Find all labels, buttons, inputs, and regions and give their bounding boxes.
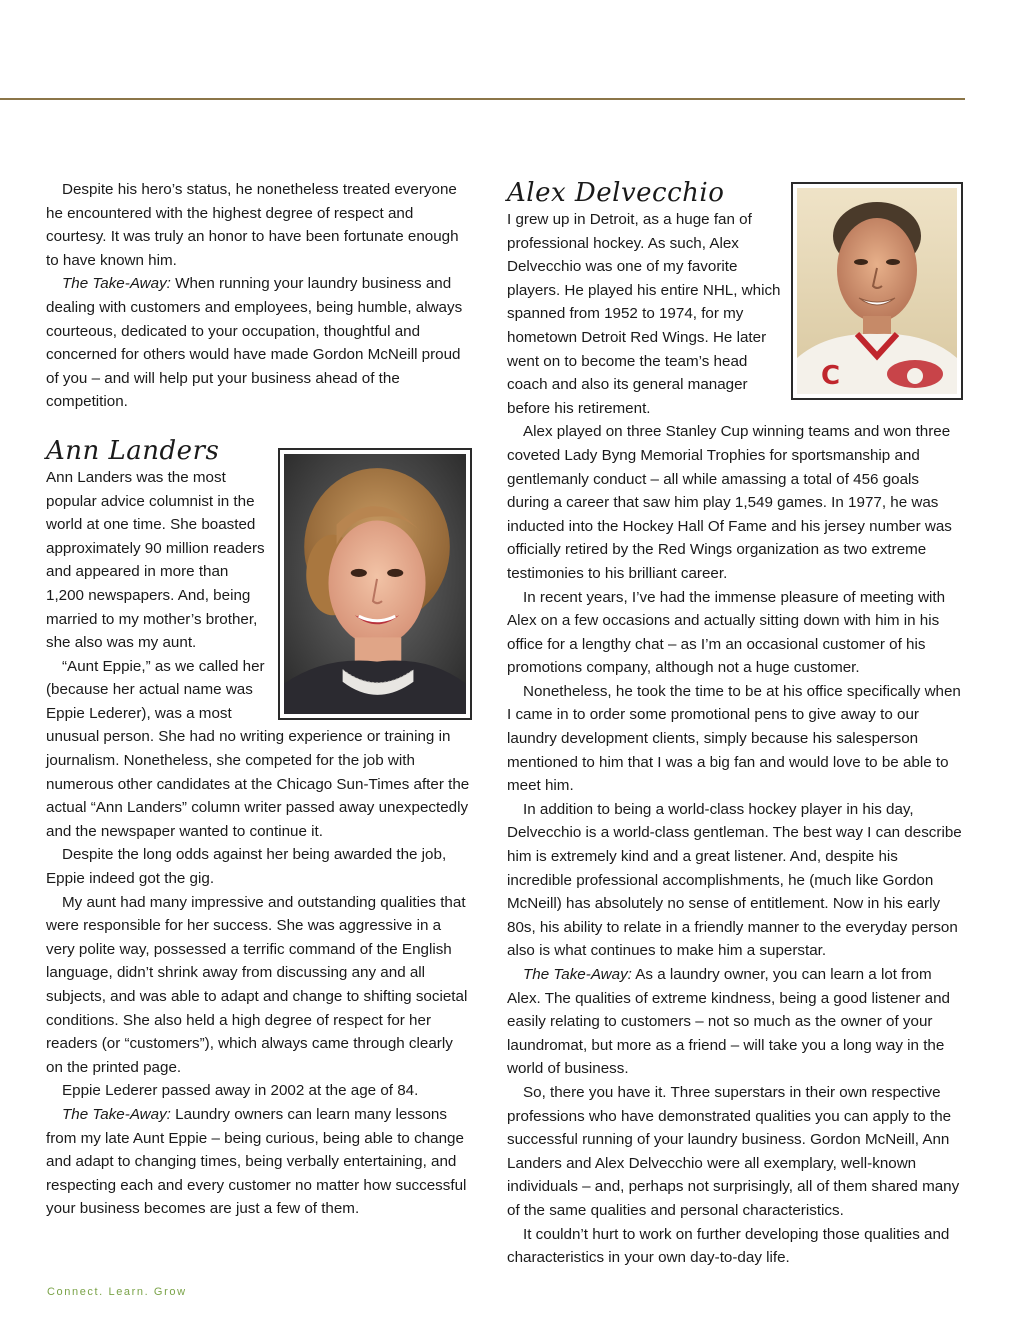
ann-paragraph-4: My aunt had many impressive and outstanding qualities that were responsible for her success. She was aggressive in a very polite way, possessed a terrific command of the English language, didn’t shrink away from discussing any and all subjects, and was able to adapt and change to shifting societal conditions. She also held a high degree of respect for her readers (or “customers”), which always came through clearly on the printed page. [46, 893, 468, 1076]
left-column [46, 178, 472, 1221]
takeaway-text: Laundry owners can learn many lessons from my late Aunt Eppie – being curious, being able to change and adapt to changing times, being verbally entertaining, and respecting each and every customer no matter how successful your business becomes are just a few of them. [46, 1105, 467, 1218]
takeaway-text: When running your laundry business and dealing with customers and employees, being humble, always courteous, dedicated to your occupation, thoughtful and concerned for others would have made Gordon McNeill proud of you – and will help put your business ahead of the competition. [46, 275, 463, 411]
takeaway-label: The Take-Away: [62, 1105, 171, 1123]
takeaway-label: The Take-Away: [62, 275, 171, 293]
ann-paragraph-1: Ann Landers was the most popular advice columnist in the world at one time. She boasted approximately 90 million readers and appeared in more than 1,200 newspapers. And, being married to my mother’s brother, she also was my aunt. [46, 468, 265, 652]
conclusion-paragraph-1: So, there you have it. Three superstars in their own respective professions who have demonstrated qualities you can apply to the successful running of your laundry business. Gordon McNeill, Ann Landers and Alex Delvecchio were all exemplary, well-known individuals – and, perhaps not surprisingly, all of them shared many of the same qualities and personal characteristics. [507, 1083, 960, 1219]
svg-text:C: C [821, 361, 841, 391]
alex-paragraph-5: In addition to being a world-class hockey player in his day, Delvecchio is a world-class gentleman. The best way I can describe him is extremely kind and a great listener. And, despite his incredible professional accomplishments, he (much like Gordon McNeill) has absolutely no sense of entitlement. Now in his early 80s, his ability to relate in a friendly manner to the everyday person also is what continues to make him a superstar. [507, 800, 962, 960]
ann-paragraph-2: “Aunt Eppie,” as we called her (because her actual name was Eppie Lederer), was a most unusual person. She had no writing experience or training in journalism. Nonetheless, she competed for the job with numerous other candidates at the Chicago Sun-Times after the actual “Ann Landers” column writer passed away unexpectedly and the newspaper wanted to continue it. [46, 657, 470, 840]
ann-takeaway [46, 1103, 472, 1221]
alex-takeaway [507, 963, 963, 1081]
alex-delvecchio-heading: Alex Delvecchio [507, 178, 725, 208]
alex-paragraph-4: Nonetheless, he took the time to be at his office specifically when I came in to order some promotional pens to give away to our laundry development clients, simply because his salesperson mentioned to him that I was a big fan and would love to be able to meet him. [507, 682, 961, 795]
alex-paragraph-2: Alex played on three Stanley Cup winning teams and won three coveted Lady Byng Memorial Trophies for sportsmanship and gentlemanly conduct – all while amassing a total of 456 goals during a career that saw him play 1,549 games. In 1977, he was inducted into the Hockey Hall Of Fame and his jersey number was officially retired by the Red Wings organization as two extreme testimonies to his brilliant career. [507, 423, 952, 582]
footer-tagline: Connect. Learn. Grow [47, 1286, 187, 1298]
top-rule [0, 98, 965, 100]
alex-portrait-image [797, 188, 957, 394]
ann-paragraph-5: Eppie Lederer passed away in 2002 at the age of 84. [62, 1082, 419, 1100]
intro-paragraph: Despite his hero’s status, he nonetheless treated everyone he encountered with the highest degree of respect and courtesy. It was truly an honor to have been fortunate enough to have known him. [46, 181, 459, 269]
alex-delvecchio-photo [791, 182, 963, 400]
ann-landers-photo [278, 448, 472, 720]
right-column [507, 178, 963, 1270]
ann-paragraph-3: Despite the long odds against her being awarded the job, Eppie indeed got the gig. [46, 846, 447, 888]
takeaway-text: As a laundry owner, you can learn a lot from Alex. The qualities of extreme kindness, being a good listener and easily relating to customers – not so much as the owner of your laundromat, but more as a friend – will take you a long way in the world of business. [507, 966, 950, 1078]
ann-portrait-image [284, 454, 466, 714]
conclusion-paragraph-2: It couldn’t hurt to work on further developing those qualities and characteristics in your own day-to-day life. [507, 1225, 950, 1267]
takeaway-label: The Take-Away: [523, 966, 632, 983]
alex-paragraph-1: I grew up in Detroit, as a huge fan of professional hockey. As such, Alex Delvecchio was one of my favorite players. He played his entire NHL, which spanned from 1952 to 1974, for my hometown Detroit Red Wings. He later went on to become the team’s head coach and also its general manager before his retirement. [507, 211, 781, 417]
alex-paragraph-3: In recent years, I’ve had the immense pleasure of meeting with Alex on a few occasions and actually sitting down with him in his office for a lengthy chat – as I’m an occasional customer of his promotions company, although not a huge customer. [507, 588, 946, 677]
intro-takeaway [46, 272, 472, 414]
ann-landers-heading: Ann Landers [46, 435, 220, 466]
